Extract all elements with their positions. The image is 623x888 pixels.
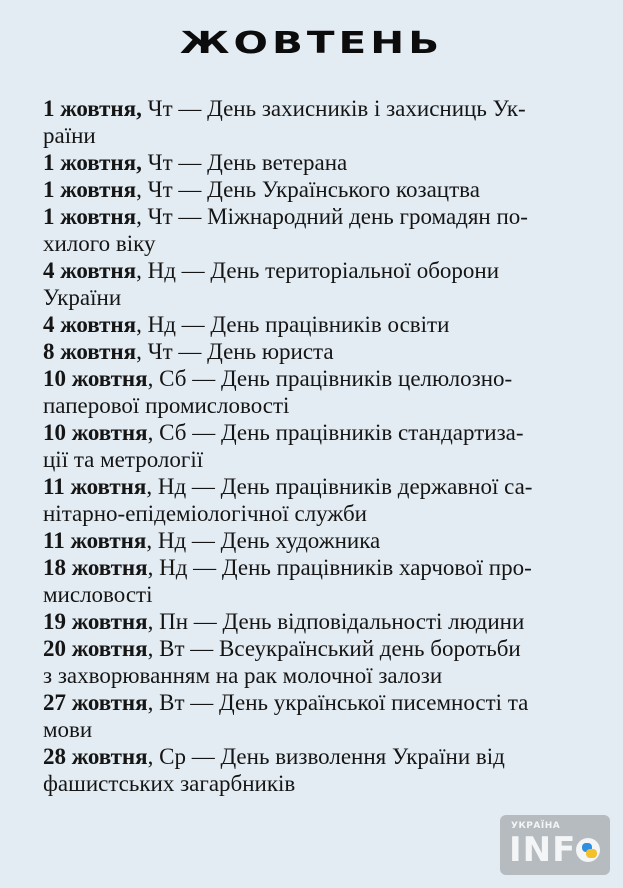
list-item	[43, 689, 588, 743]
event-text-cont: з захворюванням на рак молочної залози	[43, 663, 443, 688]
event-text-cont: мови	[43, 717, 93, 742]
event-text: , Вт — День української писемності та	[147, 690, 529, 715]
list-item	[43, 365, 588, 419]
list-item	[43, 95, 588, 149]
event-text: Чт — День захисників і захисниць Ук-	[141, 96, 526, 121]
list-item	[43, 257, 588, 311]
logo-o-icon	[575, 837, 601, 863]
logo-main-text: INF	[509, 830, 577, 870]
event-text: , Ср — День визволення України від	[147, 744, 505, 769]
list-item	[43, 338, 588, 365]
event-date: 10 жовтня	[43, 420, 148, 445]
event-date: 1 жовтня	[43, 177, 137, 202]
event-text-cont: мисловості	[43, 582, 153, 607]
event-date: 11 жовтня	[43, 474, 147, 499]
event-text: , Сб — День працівників стандартиза-	[147, 420, 524, 445]
event-date: 8 жовтня	[43, 339, 137, 364]
event-date: 4 жовтня	[43, 312, 137, 337]
event-date: 27 жовтня	[43, 690, 148, 715]
page-title: ЖОВТЕНЬ	[179, 26, 444, 61]
event-date: 11 жовтня	[43, 528, 147, 553]
event-text: , Чт — День юриста	[136, 339, 334, 364]
event-date: 19 жовтня	[43, 609, 148, 634]
event-date: 28 жовтня	[43, 744, 148, 769]
event-text: , Сб — День працівників целюлозно-	[147, 366, 513, 391]
logo-top-text: УКРАЇНА	[511, 821, 561, 831]
event-text-cont: ції та метрології	[43, 447, 204, 472]
event-text: , Нд — День художника	[146, 528, 381, 553]
event-text-cont: нітарно-епідеміологічної служби	[43, 501, 367, 526]
event-date: 1 жовтня,	[43, 150, 142, 175]
event-text-cont: фашистських загарбників	[43, 771, 296, 796]
event-text: , Чт — Міжнародний день громадян по-	[136, 204, 528, 229]
event-text: , Нд — День працівників освіти	[136, 312, 450, 337]
list-item	[43, 203, 588, 257]
event-text: , Чт — День Українського козацтва	[136, 177, 480, 202]
event-date: 20 жовтня	[43, 636, 148, 661]
event-date: 4 жовтня	[43, 258, 137, 283]
event-text-cont: хилого віку	[43, 231, 156, 256]
event-text: Чт — День ветерана	[141, 150, 348, 175]
event-date: 18 жовтня	[43, 555, 148, 580]
event-text-cont: України	[43, 285, 122, 310]
list-item	[43, 608, 588, 635]
event-date: 10 жовтня	[43, 366, 148, 391]
list-item	[43, 527, 588, 554]
event-date: 1 жовтня,	[43, 96, 142, 121]
list-item	[43, 419, 588, 473]
list-item	[43, 743, 588, 797]
list-item	[43, 635, 588, 689]
event-text: , Нд — День працівників державної са-	[146, 474, 533, 499]
event-text: , Нд — День територіальної оборони	[136, 258, 500, 283]
list-item	[43, 311, 588, 338]
ukraina-info-logo	[500, 815, 610, 875]
list-item	[43, 149, 588, 176]
list-item	[43, 176, 588, 203]
event-text-cont: паперової промисловості	[43, 393, 290, 418]
list-item	[43, 473, 588, 527]
event-text: , Пн — День відповідальності людини	[147, 609, 525, 634]
event-text: , Вт — Всеукраїнський день боротьби	[147, 636, 521, 661]
events-list	[43, 95, 588, 797]
event-date: 1 жовтня	[43, 204, 137, 229]
list-item	[43, 554, 588, 608]
event-text-cont: раїни	[43, 123, 96, 148]
event-text: , Нд — День працівників харчової про-	[147, 555, 532, 580]
